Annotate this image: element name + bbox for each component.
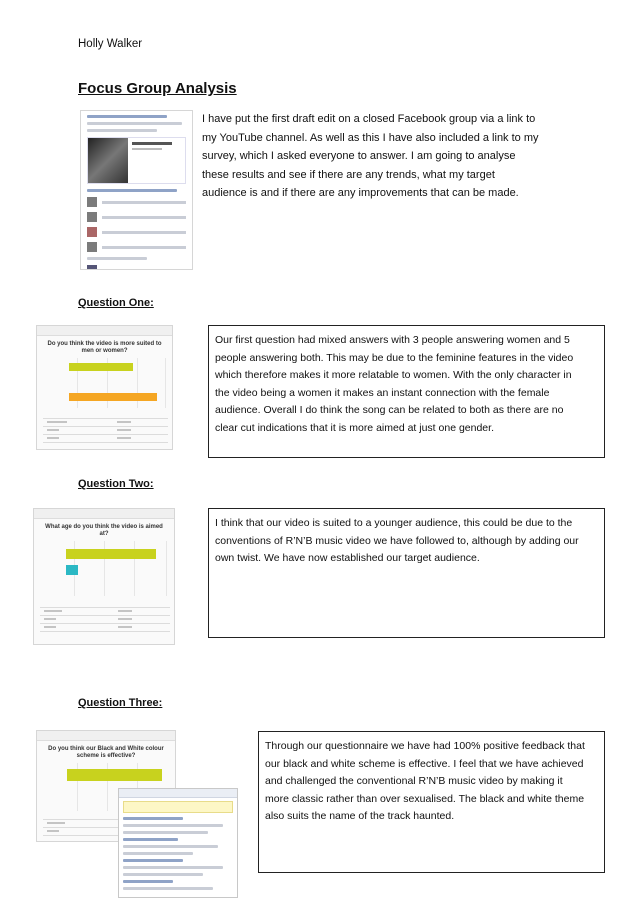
video-preview [87, 137, 186, 184]
analysis-line: the video being a women it makes an instant connection with the female [215, 386, 550, 399]
author-name: Holly Walker [78, 38, 143, 50]
analysis-line: our black and white scheme is effective. I feel that we have achieved [265, 757, 584, 770]
analysis-line: also suits the name of the track haunted. [265, 810, 455, 822]
intro-line: audience is and if there are any improvements that can be made. [202, 187, 519, 199]
analysis-line: and challenged the conventional R’N’B music video by making it [265, 775, 563, 787]
video-thumbnail [88, 138, 128, 183]
bar-younger-age [66, 549, 156, 559]
analysis-line: which therefore makes it more relatable to women. With the only character in [215, 369, 572, 381]
bar-older-age [66, 565, 78, 575]
question-two-analysis-box [208, 508, 605, 638]
chart-title-line: scheme is effective? [76, 753, 136, 759]
question-three-label: Question Three: [78, 697, 163, 709]
bar-women [69, 363, 133, 371]
question-one-analysis-box [208, 325, 605, 458]
question-one-label: Question One: [78, 297, 154, 309]
analysis-line: audience. Overall I do think the song can be related to both as there are no [215, 404, 564, 416]
intro-line: these results and see if there are any trends, what my target [202, 168, 495, 181]
chart-title-line: What age do you think the video is aimed [45, 524, 163, 530]
analysis-line: own twist. We have now established our target audience. [215, 552, 480, 564]
question-two-label: Question Two: [78, 478, 154, 490]
bar-yes [67, 769, 162, 781]
analysis-line: Through our questionnaire we have had 100% positive feedback that [265, 740, 585, 752]
intro-line: I have put the first draft edit on a closed Facebook group via a link to [202, 113, 536, 125]
chart-title-line: Do you think the video is more suited to [47, 341, 162, 347]
bar-both [69, 393, 157, 401]
chart-title-line: Do you think our Black and White colour [48, 746, 164, 752]
chart-title-line: at? [99, 531, 109, 537]
feedback-messages-screenshot [118, 788, 238, 898]
intro-line: my YouTube channel. As well as this I have also included a link to my [202, 131, 539, 144]
analysis-line: clear cut indications that it is more aimed at just one gender. [215, 421, 494, 434]
facebook-group-screenshot [80, 110, 193, 270]
analysis-line: Our first question had mixed answers with 3 people answering women and 5 [215, 334, 570, 346]
question-three-analysis-box [258, 731, 605, 873]
analysis-line: conventions of R’N’B music video we have followed to, although by adding our [215, 534, 579, 547]
question-one-chart-screenshot [36, 325, 173, 450]
analysis-line: I think that our video is suited to a younger audience, this could be due to the [215, 517, 573, 529]
intro-paragraph [202, 110, 572, 203]
chart-title-line: men or women? [81, 348, 128, 354]
analysis-line: more classic rather than over sexualised. The black and white theme [265, 792, 585, 805]
page-title: Focus Group Analysis [78, 80, 237, 97]
question-two-chart-screenshot [33, 508, 175, 645]
intro-line: survey, which I asked everyone to answer. I am going to analyse [202, 150, 516, 162]
analysis-line: people answering both. This may be due to the feminine features in the video [215, 351, 574, 364]
